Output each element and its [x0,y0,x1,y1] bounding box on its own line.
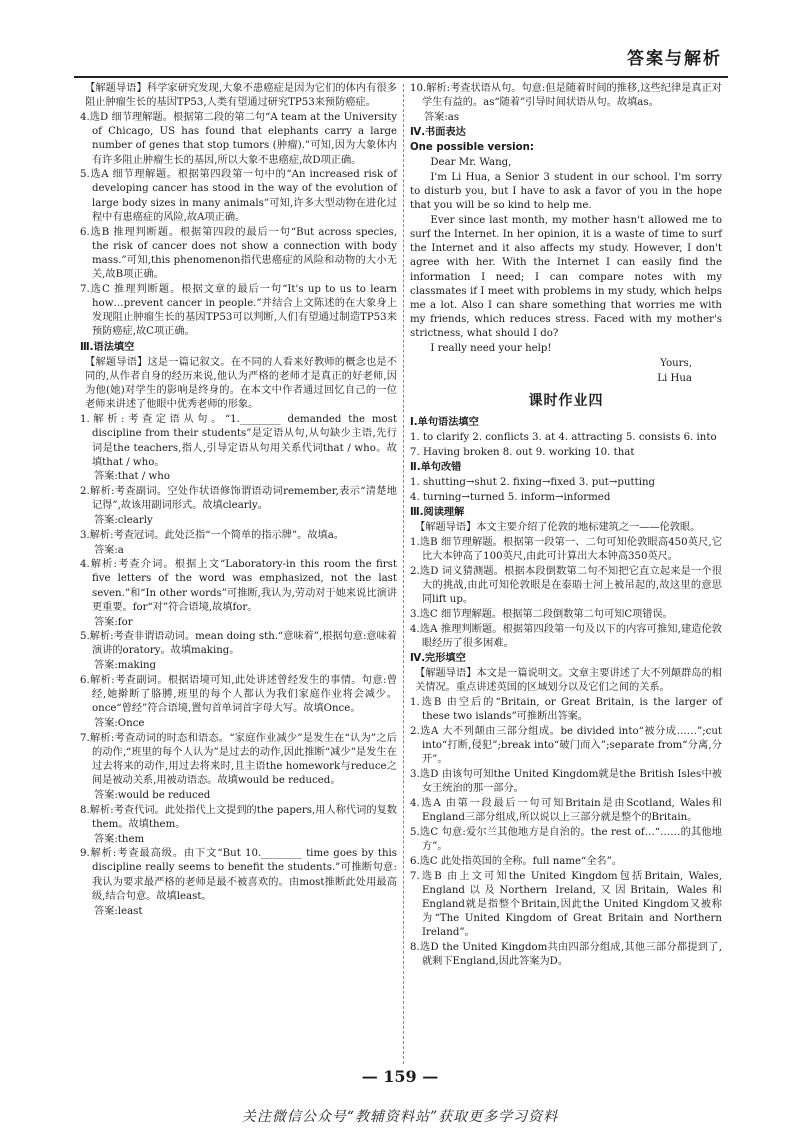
explanation-item: 4.解析:考查介词。根据上文“Laboratory-in this room the first five letters of the word was emphasized, not the last seven.”和“In other words”可推断,我认为,劳动对于她来说比演讲更重要。for“对”符合语境,故填for。 [80,559,397,613]
answer-line: 答案:that / who [94,471,170,483]
explanation-item: 8.解析:考查代词。此处指代上文提到的the papers,用人称代词的复数them。故填them。 [80,804,397,830]
explanation-item: 1.解析:考查定语从句。“1.________ demanded the most discipline from their students”是定语从句,从句缺少主语,先行词是the teachers,指人,引导定语从句用关系代词that / who。故填that / who。 [80,414,397,468]
answer-line: 4. turning→turned 5. inform→informed [410,491,611,503]
explanation-item: 6.解析:考查副词。根据语境可知,此处讲述曾经发生的事情。句意:曾经,她擀断了胳膊,班里的每个人都认为我们家庭作业将会减少。once“曾经”符合语境,置句首单词首字母大写。故填Once。 [80,674,397,715]
answer-item: 2.选D 词义猜测题。根据本段倒数第二句不知把它直立起来是一个很大的挑战,由此可知伦敦眼是在泰晤士河上被吊起的,故这里的意思同lift up。 [410,565,722,606]
explanation-item: 5.解析:考查非谓语动词。mean doing sth.“意味着”,根据句意:意味着演讲的oratory。故填making。 [80,631,397,657]
page-number: — 159 — [361,1067,439,1086]
column-divider [403,84,404,1064]
answer-item: 3.选D 由该句可知the United Kingdom就是the British Isles中被女王统治的那一部分。 [410,769,722,795]
section-heading: Ⅳ.完形填空 [410,653,466,665]
answer-item: 6.选C 此处指英国的全称。full name“全名”。 [410,855,623,867]
explanation-item: 7.解析:考查动词的时态和语态。“家庭作业减少”是发生在“认为”之后的动作,“班里的每个人认为”是过去的动作,因此推断“减少”是发生在过去将来的动作,用过去将来时,且主语the homework与reduce之间是被动关系,用被动语态。故填would be reduced。 [80,732,397,787]
section-heading: Ⅱ.单句改错 [410,461,462,473]
header-rule [74,76,728,78]
answer-item: 3.选C 细节理解题。根据第二段倒数第二句可知C项错误。 [410,608,673,620]
answer-item: 1.选B 由空后的“Britain, or Great Britain, is the larger of these two islands”可推断出答案。 [410,697,722,723]
intro-reading: 【解题导语】本文主要介绍了伦敦的地标建筑之一——伦敦眼。 [415,522,701,534]
explanation-item: 10.解析:考查状语从句。句意:但是随着时间的推移,这些纪律是真正对学生有益的。as“随着”引导时间状语从句。故填as。 [410,83,722,109]
section-heading: Ⅳ.书面表达 [410,127,466,139]
answer-line: 答案:Once [94,717,145,729]
answer-item: 1.选B 细节理解题。根据第一段第一、二句可知伦敦眼高450英尺,它比大本钟高了100英尺,由此可计算出大本钟高350英尺。 [410,536,722,563]
answer-line: 答案:as [424,111,460,123]
answer-line: 答案:making [94,660,157,672]
answer-line: 答案:would be reduced [94,789,211,801]
answer-item: 7.选C 推理判断题。根据文章的最后一句“It's up to us to learn how…prevent cancer in people.”并结合上文陈述的在大象身上发现阻止肿瘤生长的基因TP53可以判断,人们有望通过制造TP53来预防癌症,故C项正确。 [80,283,397,338]
section-heading: Ⅰ.单句语法填空 [410,416,479,428]
essay-signature: Li Hua [657,372,692,384]
answer-item: 4.选A 推理判断题。根据第四段第一句及以下的内容可推知,建造伦敦眼经历了很多困难。 [410,623,722,649]
section-heading: Ⅲ.阅读理解 [410,506,465,518]
explanation-item: 3.解析:考查冠词。此处泛指“一个简单的指示牌”。故填a。 [80,529,344,541]
answer-item: 7.选B 由上文可知the United Kingdom包括Britain, Wales, England以及Northern Ireland,又因Britain, Wales和England就是指整个Britain,因此the United Kingdom又被称为“The United Kingdom of Great Britain and Northern Ireland”。 [410,870,722,939]
answer-line: 7. Having broken 8. out 9. working 10. that [410,446,635,458]
essay-version-label: One possible version: [410,142,534,154]
answer-line: 1. to clarify 2. conflicts 3. at 4. attracting 5. consists 6. into [410,431,717,443]
answer-item: 4.选D 细节理解题。根据第二段的第二句“A team at the University of Chicago, US has found that elephants carry a large number of genes that stop tumors (肿瘤).”可知,因为大象体内有许多阻止肿瘤生长的基因,所以大象不患癌症,故D项正确。 [80,111,397,166]
answer-line: 答案:least [94,905,143,917]
left-column [80,82,397,919]
intro-cloze: 【解题导语】本文是一篇说明文。文章主要讲述了大不列颠群岛的相关情况。重点讲述英国的区域划分以及它们之间的关系。 [415,668,722,694]
essay-paragraph: I'm Li Hua, a Senior 3 student in our school. I'm sorry to disturb you, but I have to ask a favor of you in the hope that you will be so kind to help me. [410,171,722,212]
explanation-item: 9.解析:考查最高级。由下文“But 10.________ time goes by this discipline really seems to benefit the students.”可推断句意:我认为要求最严格的老师是最不被喜欢的。由most推断此处用最高级,结合句意。故填least。 [80,848,397,902]
intro-grammar: 【解题导语】这是一篇记叙文。在不同的人看来好教师的概念也是不同的,从作者自身的经历来说,他认为严格的老师才是真正的好老师,因为他(她)对学生的影响是终身的。在本文中作者通过回忆自己的一位老师来讲述了他眼中优秀老师的形象。 [85,356,397,411]
answer-item: 8.选D the United Kingdom共由四部分组成,其他三部分都提到了,就剩下England,因此答案为D。 [410,942,722,968]
essay-closing: Yours, [660,357,692,369]
lesson-title: 课时作业四 [528,392,604,409]
answer-line: 答案:clearly [94,515,153,527]
answer-line: 答案:for [94,616,133,628]
right-column [410,82,722,970]
answer-item: 5.选C 句意:爱尔兰其他地方是自治的。the rest of…“……的其他地方”。 [410,826,722,853]
essay-paragraph: Ever since last month, my mother hasn't allowed me to surf the Internet. In her opinion, it is a waste of time to surf the Internet and it also affects my study. However, I don't agree with her. With the Internet I can easily find the information I need; I can compare notes with my classmates if I meet with problems in my study, which helps me a lot. Also I can share something that worries me with my friends, which reduces stress. Faced with my mother's strictness, what should I do? [410,214,722,340]
answer-item: 4.选A 由第一段最后一句可知Britain是由Scotland, Wales和England三部分组成,所以说以上三部分就是整个的Britain。 [410,798,722,824]
answer-item: 6.选B 推理判断题。根据第四段的最后一句“But across species, the risk of cancer does not show a connection with body mass.”可知,this phenomenon指代患癌症的风险和动物的大小无关,故B项正确。 [80,226,397,281]
essay-greeting: Dear Mr. Wang, [430,157,512,169]
explanation-item: 2.解析:考查副词。空处作状语修饰谓语动词remember,表示“清楚地记得”,故该用副词形式。故填clearly。 [80,486,397,512]
intro-reading: 【解题导语】科学家研究发现,大象不患癌症是因为它们的体内有很多阻止肿瘤生长的基因TP53,人类有望通过研究TP53来预防癌症。 [85,83,397,109]
answer-line: 1. shutting→shut 2. fixing→fixed 3. put→putting [410,477,656,489]
answer-item: 2.选A 大不列颠由三部分组成。be divided into“被分成……”;cut into“打断,侵犯”;break into“破门而入”;separate from“分离,分开”。 [410,726,722,766]
header-title: 答案与解析 [627,49,722,69]
answer-line: 答案:a [94,544,124,556]
answer-item: 5.选A 细节理解题。根据第四段第一句中的“An increased risk of developing cancer has stood in the way of the evolution of large body sizes in many animals”可知,许多大型动物在进化过程中有患癌症的风险,故A项正确。 [80,169,397,223]
essay-paragraph: I really need your help! [430,343,552,355]
answer-line: 答案:them [94,833,145,845]
section-heading: Ⅲ.语法填空 [80,341,135,353]
footer-note: 关注微信公众号“教辅资料站”获取更多学习资料 [241,1109,559,1125]
